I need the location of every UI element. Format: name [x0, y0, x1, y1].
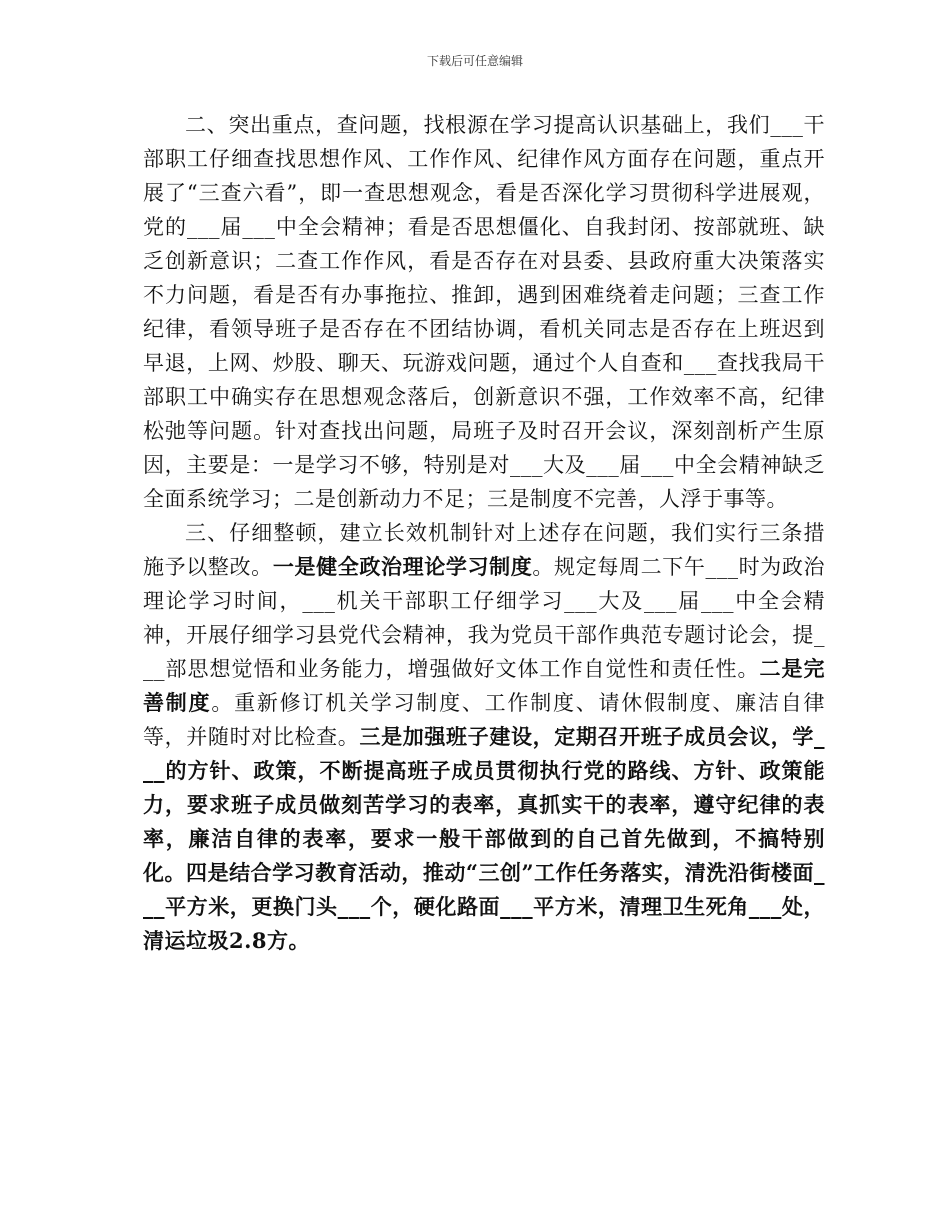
- paragraph-problem-finding: 二、突出重点，查问题，找根源在学习提高认识基础上，我们___干部职工仔细查找思想作风、工作作风、纪律作风方面存在问题，重点开展了“三查六看”，即一查思想观念，看是否深化学习贯彻科学进展观，党的___届___中全会精神；看是否思想僵化、自我封闭、按部就班、缺乏创新意识；二查工作作风，看是否存在对县委、县政府重大决策落实不力问题，看是否有办事拖拉、推卸，遇到困难绕着走问题；三查工作纪律，看领导班子是否存在不团结协调，看机关同志是否存在上班迟到早退，上网、炒股、聊天、玩游戏问题，通过个人自查和___查找我局干部职工中确实存在思想观念落后，创新意识不强，工作效率不高，纪律松弛等问题。针对查找出问题，局班子及时召开会议，深刻剖析产生原因，主要是：一是学习不够，特别是对___大及___届___中全会精神缺乏全面系统学习；二是创新动力不足；三是制度不完善，人浮于事等。: [143, 113, 825, 511]
- measure-1-title: 一是健全政治理论学习制度: [272, 554, 533, 579]
- measure-2-body: 。重新修订机关学习制度、工作制度、请休假制度、廉洁自律等，并随时对比检查。: [143, 691, 825, 749]
- paragraph-rectification: [143, 516, 825, 958]
- measure-1-body: 。规定每周二下午___时为政治理论学习时间，___机关干部职工仔细学习___大及___届___中全会精神，开展仔细学习县党代会精神，我为党员干部作典范专题讨论会，提___部思想觉悟和业务能力，增强做好文体工作自觉性和责任性。: [143, 555, 826, 681]
- rectification-intro: 三、仔细整顿，建立长效机制针对上述存在问题，我们实行三条措施予以整改。: [143, 521, 825, 579]
- measure-3-4-text: 三是加强班子建设，定期召开班子成员会议，学___的方针、政策，不断提高班子成员贯彻执行党的路线、方针、政策能力，要求班子成员做刻苦学习的表率，真抓实干的表率，遵守纪律的表率，廉洁自律的表率，要求一般干部做到的自己首先做到，不搞特别化。四是结合学习教育活动，推动“三创”工作任务落实，清洗沿街楼面___平方米，更换门头___个，硬化路面___平方米，清理卫生死角___处，清运垃圾2.8方。: [143, 724, 825, 953]
- document-body: [143, 108, 825, 958]
- page-header: 下载后可任意编辑: [426, 54, 523, 68]
- measure-2-title: 二是完善制度: [143, 656, 825, 715]
